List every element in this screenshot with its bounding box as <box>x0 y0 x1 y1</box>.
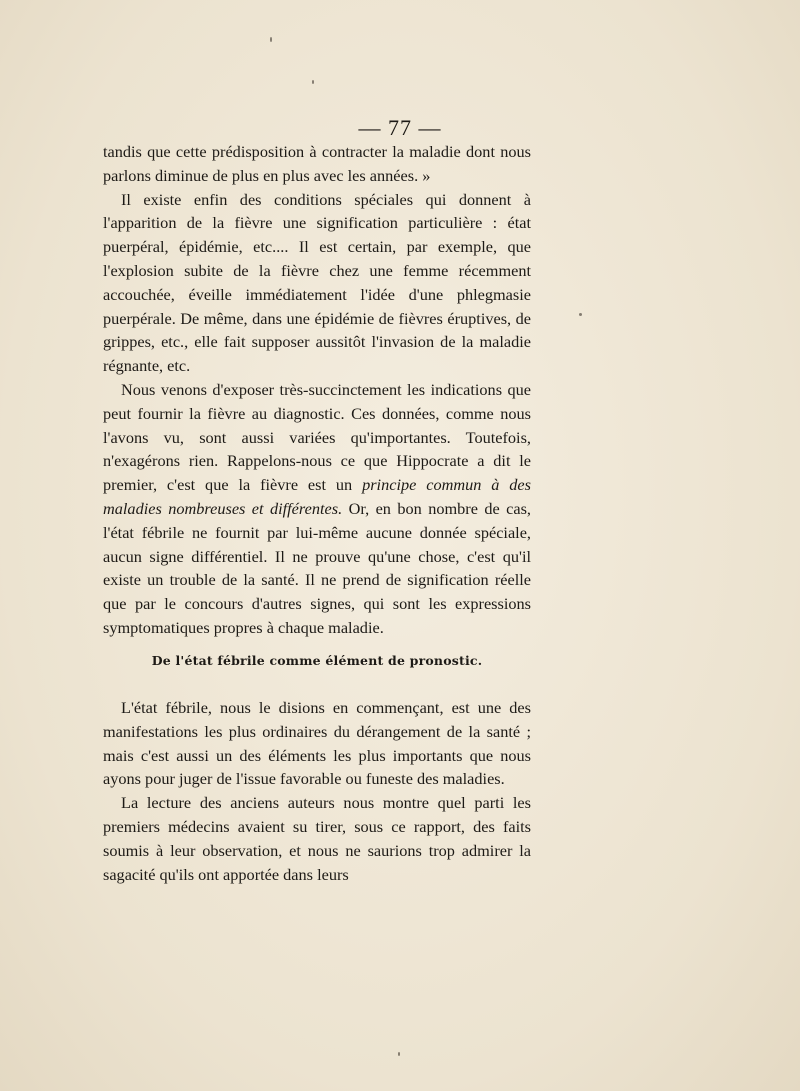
italic-quote: principe commun à des maladies nombreuses et différentes. <box>103 475 531 518</box>
paper-speck <box>270 37 272 42</box>
paper-speck <box>579 313 582 316</box>
paper-speck <box>398 1052 400 1056</box>
section-heading: De l'état fébrile comme élément de pronostic. <box>151 653 483 668</box>
paragraph-text: Or, en bon nombre de cas, l'état fébrile ne fournit par lui-même aucune donnée spéciale, aucun signe différentiel. Il ne prouve qu'une chose, c'est qu'il existe un trouble de la santé. Il ne prend de signification réelle que par le concours d'autres signes, qui sont les expressions symptomatiques propres à chaque maladie. <box>103 498 531 637</box>
paragraph: L'état fébrile, nous le disions en commençant, est une des manifestations les plus ordinaires du dérangement de la santé ; mais c'est aussi un des éléments les plus importants que nous ayons pour juger de l'issue favorable ou funeste des maladies. <box>103 698 531 789</box>
paragraph-text: Nous venons d'exposer très-succinctement les indications que peut fournir la fièvre au diagnostic. Ces données, comme nous l'avons vu, sont aussi variées qu'importantes. Toutefois, n'exagérons rien. Rappelons-nous ce que Hippocrate a dit le premier, c'est que la fièvre est un <box>103 379 531 495</box>
page-number: — 77 — <box>358 115 442 140</box>
body-text-bottom <box>103 696 531 886</box>
paragraph: tandis que cette prédisposition à contracter la maladie dont nous parlons diminue de plus en plus avec les années. » <box>103 142 531 185</box>
body-text-top <box>103 140 531 640</box>
paragraph: Il existe enfin des conditions spéciales qui donnent à l'apparition de la fièvre une signification particulière : état puerpéral, épidémie, etc.... Il est certain, par exemple, que l'explosion subite de la fièvre chez une femme récemment accouchée, éveille immédiatement l'idée d'une phlegmasie puerpérale. De même, dans une épidémie de fièvres éruptives, de grippes, etc., elle fait supposer aussitôt l'invasion de la maladie régnante, etc. <box>103 189 531 376</box>
paragraph <box>103 378 531 640</box>
paragraph: La lecture des anciens auteurs nous montre quel parti les premiers médecins avaient su tirer, sous ce rapport, des faits soumis à leur observation, et nous ne saurions trop admirer la sagacité qu'ils ont apportée dans leurs <box>103 793 531 884</box>
paper-speck <box>312 80 314 84</box>
